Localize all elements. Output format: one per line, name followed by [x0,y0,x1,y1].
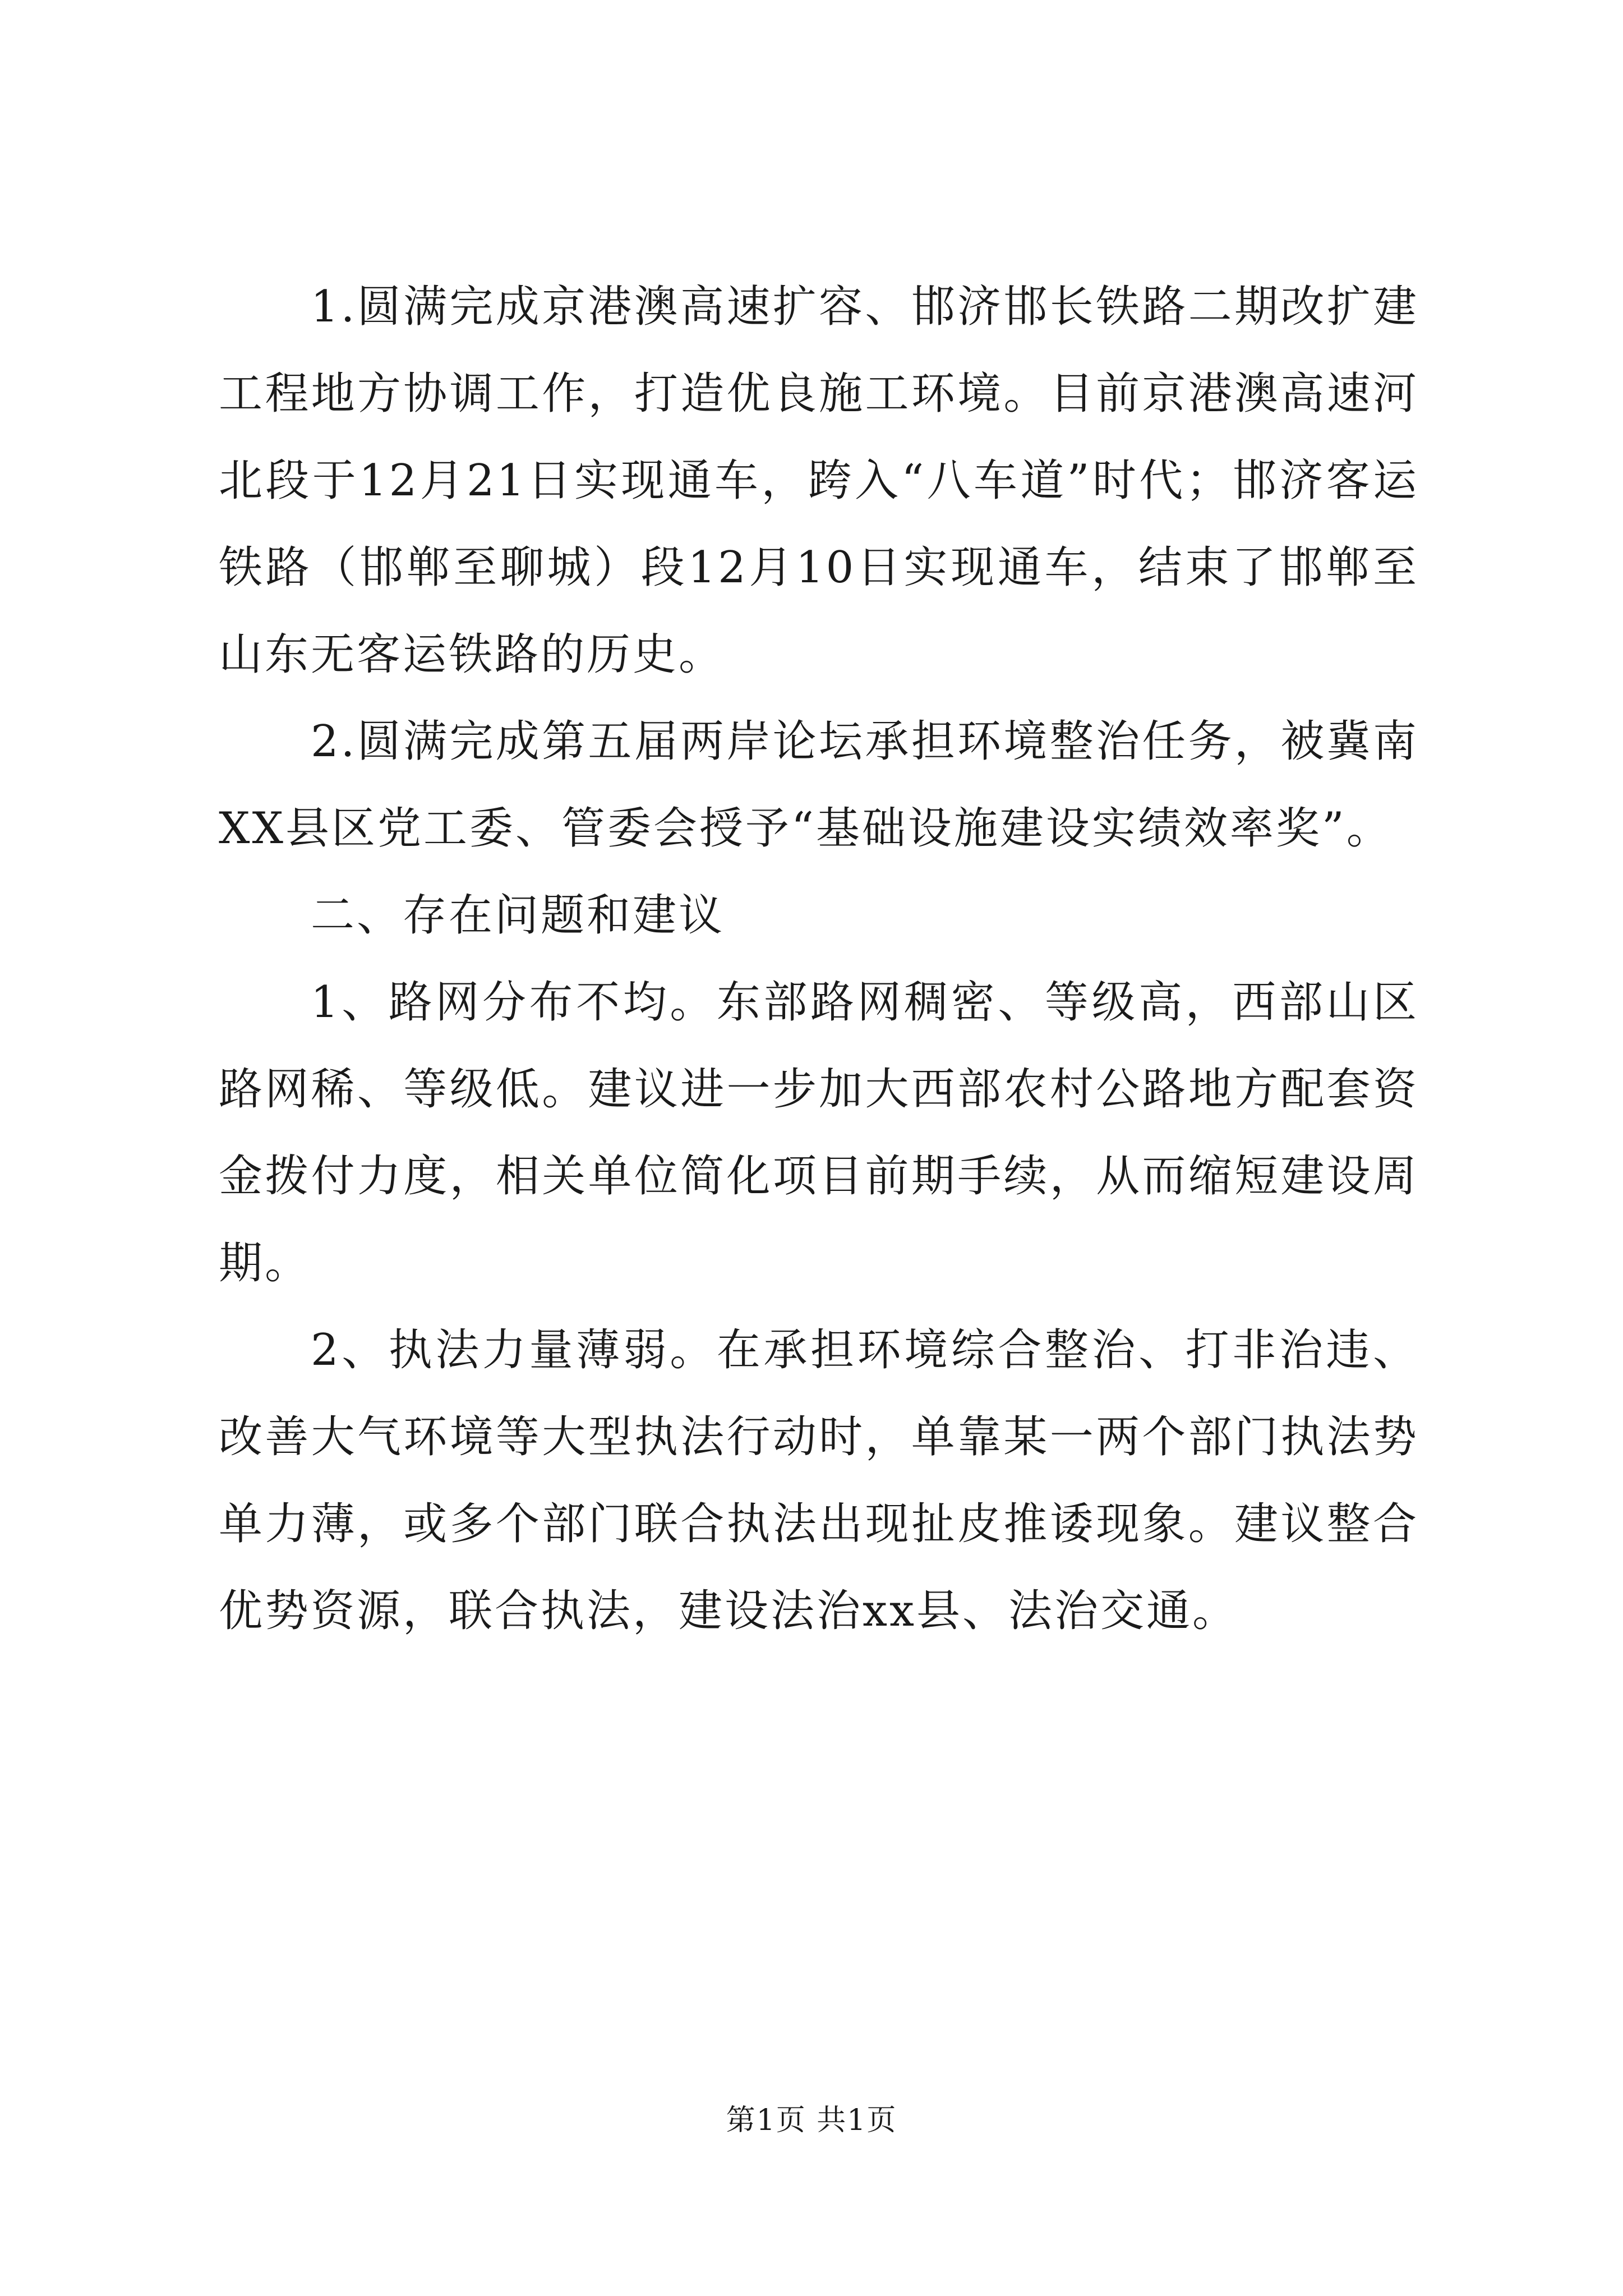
section-heading-problems: 二、存在问题和建议 [311,890,725,941]
paragraph-problem-2: 2、执法力量薄弱。在承担环境综合整治、打非治违、改善大气环境等大型执法行动时，单靠某一两个部门执法势单力薄，或多个部门联合执法出现扯皮推诿现象。建议整合优势资源，联合执法，建设法治xx县、法治交通。 [219,1325,1419,1636]
page-number-footer: 第1页 共1页 [726,2104,897,2137]
paragraph-item-1-completion: 1.圆满完成京港澳高速扩容、邯济邯长铁路二期改扩建工程地方协调工作，打造优良施工环境。目前京港澳高速河北段于12月21日实现通车，跨入“八车道”时代；邯济客运铁路（邯郸至聊城）段12月10日实现通车，结束了邯郸至山东无客运铁路的历史。 [219,282,1419,680]
paragraph-problem-1: 1、路网分布不均。东部路网稠密、等级高，西部山区路网稀、等级低。建议进一步加大西部农村公路地方配套资金拨付力度，相关单位简化项目前期手续，从而缩短建设周期。 [219,977,1419,1289]
document-body [219,264,1419,1655]
paragraph-item-2-completion: 2.圆满完成第五届两岸论坛承担环境整治任务，被冀南XX县区党工委、管委会授予“基础设施建设实绩效率奖”。 [219,716,1419,854]
